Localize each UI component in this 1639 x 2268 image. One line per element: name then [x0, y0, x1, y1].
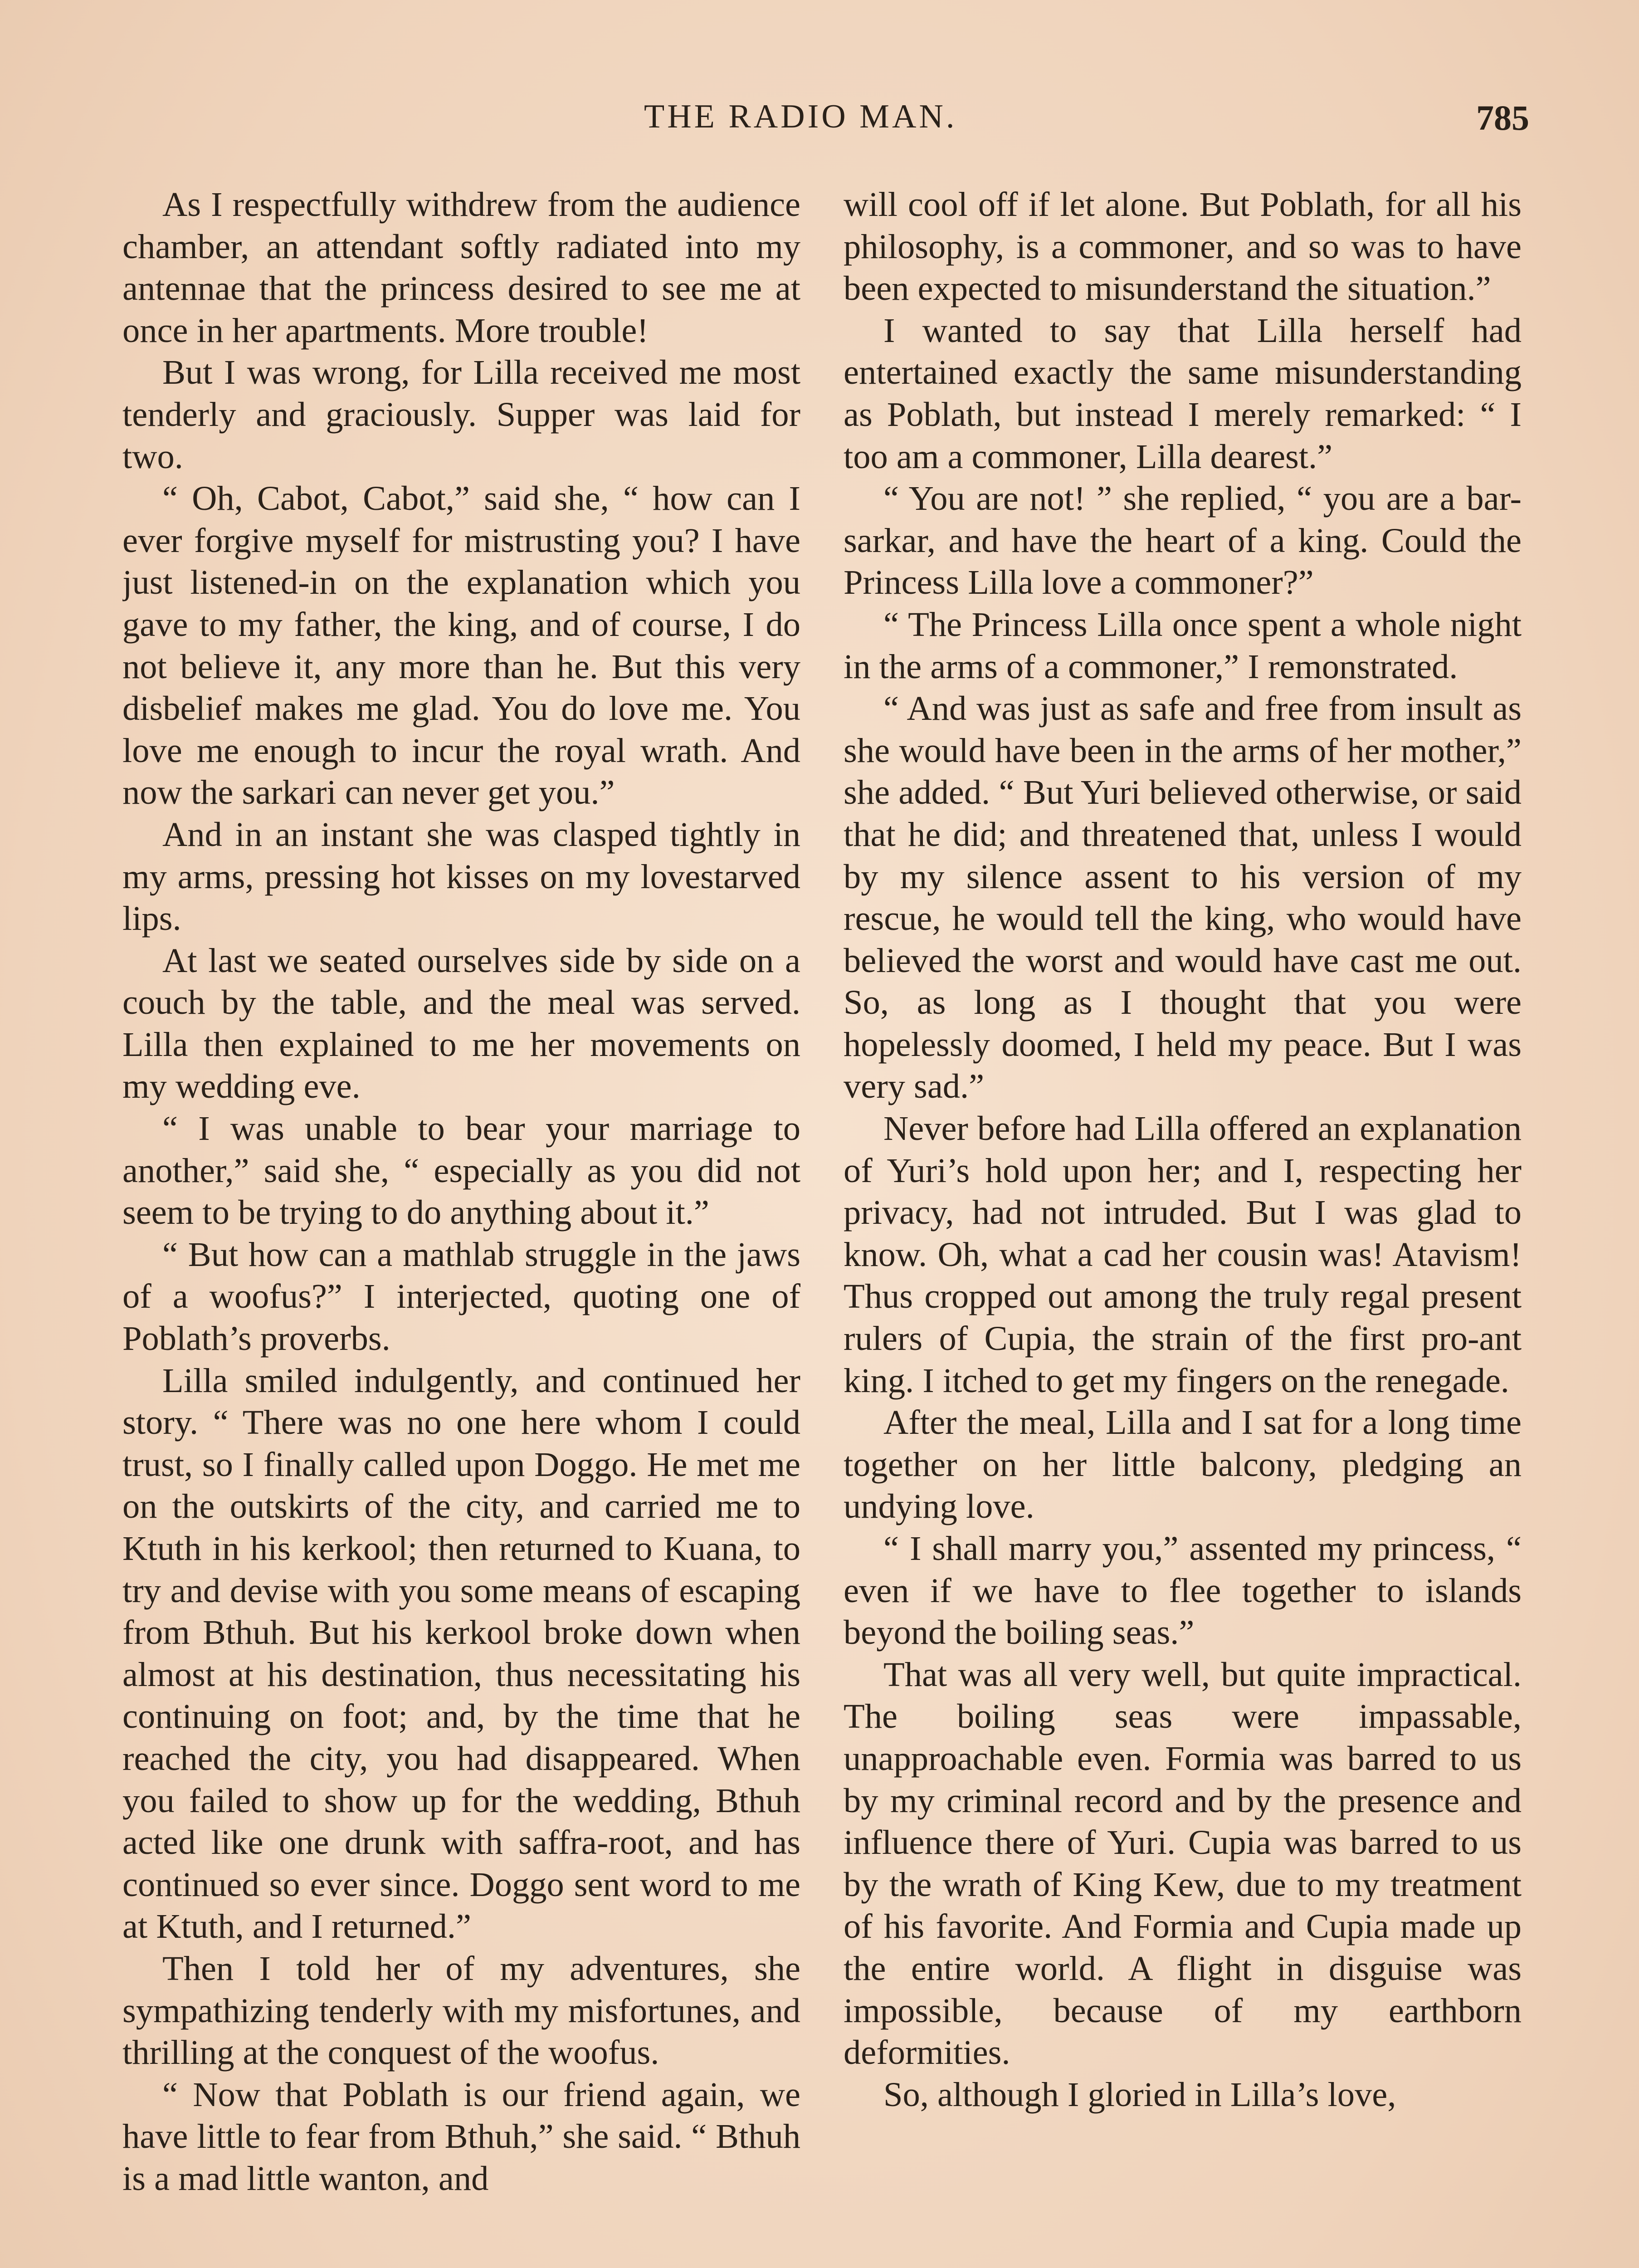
paragraph: At last we seated ourselves side by side on a couch by the table, and the meal was served. Lilla then explained to me her movements on my wedding eve. — [122, 941, 800, 1106]
paragraph: “ Now that Poblath is our friend again, we have little to fear from Bthuh,” she said. “ Bthuh is a mad little wanton, and — [122, 2075, 800, 2198]
paragraph: Never before had Lilla offered an explanation of Yuri’s hold upon her; and I, respecting her privacy, had not intruded. But I was glad to know. Oh, what a cad her cousin was! Atavism! Thus cropped out among the truly regal present rulers of Cupia, the strain of the first pro-ant king. I itched to get my fingers on the renegade. — [844, 1109, 1522, 1400]
paragraph: “ I shall marry you,” assented my princess, “ even if we have to flee together to islands beyond the boiling seas.” — [844, 1529, 1522, 1652]
paragraph: “ But how can a mathlab struggle in the jaws of a woofus?” I interjected, quoting one of Poblath’s proverbs. — [122, 1235, 800, 1358]
left-column — [122, 184, 800, 2268]
paragraph: And in an instant she was clasped tightly in my arms, pressing hot kisses on my lovestarved lips. — [122, 815, 800, 938]
right-column — [844, 184, 1522, 2268]
paragraph: “ You are not! ” she replied, “ you are a bar-sarkar, and have the heart of a king. Could the Princess Lilla love a commoner?” — [844, 479, 1522, 602]
running-title: THE RADIO MAN. — [644, 98, 957, 135]
paragraph: As I respectfully withdrew from the audience chamber, an attendant softly radiated into my antennae that the princess desired to see me at once in her apartments. More trouble! — [122, 185, 800, 350]
paragraph: Then I told her of my adventures, she sympathizing tenderly with my misfortunes, and thrilling at the conquest of the woofus. — [122, 1949, 800, 2072]
page-header — [0, 98, 1639, 147]
paragraph: “ And was just as safe and free from insult as she would have been in the arms of her mother,” she added. “ But Yuri believed otherwise, or said that he did; and threatened that, unless I would by my silence assent to his version of my rescue, he would tell the king, who would have believed the worst and would have cast me out. So, as long as I thought that you were hopelessly doomed, I held my peace. But I was very sad.” — [844, 689, 1522, 1106]
paragraph: “ Oh, Cabot, Cabot,” said she, “ how can I ever forgive myself for mistrusting you? I have just listened-in on the explanation which you gave to my father, the king, and of course, I do not believe it, any more than he. But this very disbelief makes me glad. You do love me. You love me enough to incur the royal wrath. And now the sarkari can never get you.” — [122, 479, 800, 812]
paragraph: That was all very well, but quite impractical. The boiling seas were impassable, unapproachable even. Formia was barred to us by my criminal record and by the presence and influence there of Yuri. Cupia was barred to us by the wrath of King Kew, due to my treatment of his favorite. And Formia and Cupia made up the entire world. A flight in disguise was impossible, because of my earthborn deformities. — [844, 1655, 1522, 2072]
page-number: 785 — [1476, 98, 1529, 137]
paragraph: So, although I gloried in Lilla’s love, — [883, 2075, 1396, 2114]
paragraph: “ I was unable to bear your marriage to another,” said she, “ especially as you did not seem to be trying to do anything about it.” — [122, 1109, 800, 1232]
paragraph-continuation: will cool off if let alone. But Poblath, for all his philosophy, is a commoner, and so was to have been expected to misunderstand the situation.” — [844, 185, 1522, 308]
paragraph: Lilla smiled indulgently, and continued her story. “ There was no one here whom I could trust, so I finally called upon Doggo. He met me on the outskirts of the city, and carried me to Ktuth in his kerkool; then returned to Kuana, to try and devise with you some means of escaping from Bthuh. But his kerkool broke down when almost at his destination, thus necessitating his continuing on foot; and, by the time that he reached the city, you had disappeared. When you failed to show up for the wedding, Bthuh acted like one drunk with saffra-root, and has continued so ever since. Doggo sent word to me at Ktuth, and I returned.” — [122, 1361, 800, 1946]
paragraph: But I was wrong, for Lilla received me most tenderly and graciously. Supper was laid for two. — [122, 353, 800, 476]
paragraph: I wanted to say that Lilla herself had entertained exactly the same misunderstanding as Poblath, but instead I merely remarked: “ I too am a commoner, Lilla dearest.” — [844, 311, 1522, 476]
paragraph: After the meal, Lilla and I sat for a long time together on her little balcony, pledging an undying love. — [844, 1403, 1522, 1526]
paragraph: “ The Princess Lilla once spent a whole night in the arms of a commoner,” I remonstrated. — [844, 605, 1522, 686]
